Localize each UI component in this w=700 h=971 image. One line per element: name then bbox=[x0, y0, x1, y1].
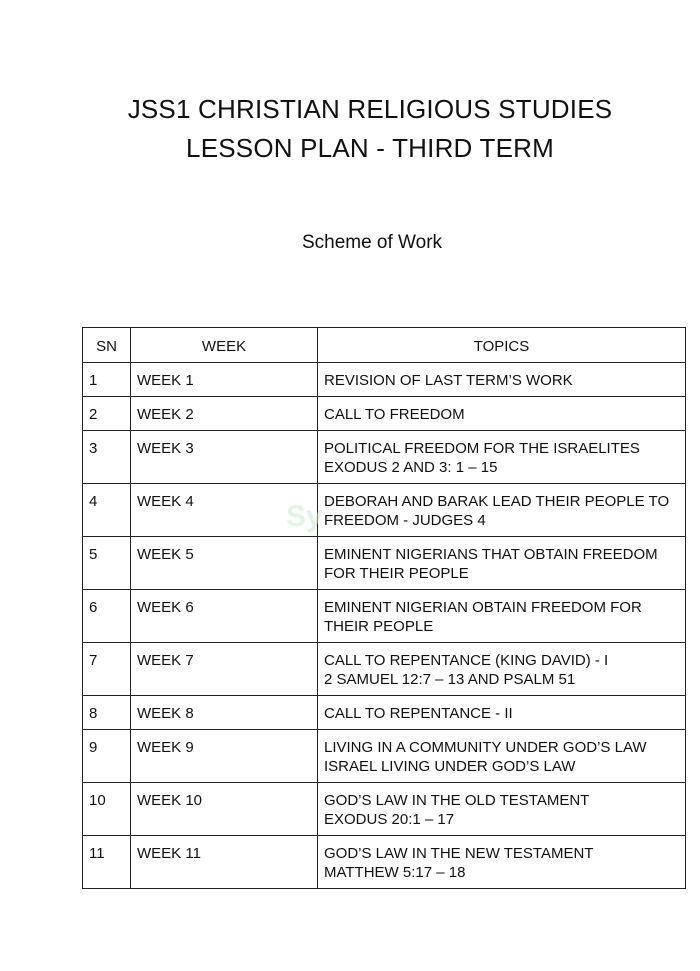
cell-topic bbox=[318, 537, 686, 590]
table-row bbox=[83, 431, 686, 484]
topic-line: POLITICAL FREEDOM FOR THE ISRAELITES bbox=[324, 440, 640, 457]
table-row bbox=[83, 643, 686, 696]
topic-line: DEBORAH AND BARAK LEAD THEIR PEOPLE TO bbox=[324, 493, 670, 510]
table-row bbox=[83, 590, 686, 643]
cell-week: WEEK 3 bbox=[131, 431, 318, 484]
title-line-2: LESSON PLAN - THIRD TERM bbox=[186, 133, 554, 163]
table-row bbox=[83, 696, 686, 730]
scheme-of-work-table bbox=[82, 327, 686, 889]
cell-topic bbox=[318, 431, 686, 484]
topic-line: GOD’S LAW IN THE OLD TESTAMENT bbox=[324, 792, 590, 809]
cell-week: WEEK 1 bbox=[131, 363, 318, 397]
cell-week: WEEK 11 bbox=[131, 836, 318, 889]
cell-topic bbox=[318, 696, 686, 730]
table-body bbox=[83, 363, 686, 889]
cell-topic bbox=[318, 363, 686, 397]
cell-topic bbox=[318, 590, 686, 643]
cell-topic bbox=[318, 397, 686, 431]
cell-week: WEEK 8 bbox=[131, 696, 318, 730]
cell-sn: 10 bbox=[83, 783, 131, 836]
document-title bbox=[0, 90, 700, 168]
cell-topic bbox=[318, 643, 686, 696]
cell-week: WEEK 10 bbox=[131, 783, 318, 836]
topic-line: LIVING IN A COMMUNITY UNDER GOD’S LAW bbox=[324, 739, 647, 756]
topic-line: EMINENT NIGERIAN OBTAIN FREEDOM FOR bbox=[324, 599, 642, 616]
table-row bbox=[83, 537, 686, 590]
table-header-row bbox=[83, 328, 686, 363]
table-row bbox=[83, 484, 686, 537]
document-subtitle: Scheme of Work bbox=[301, 232, 443, 253]
cell-sn: 1 bbox=[83, 363, 131, 397]
table-row bbox=[83, 783, 686, 836]
topic-line: EXODUS 2 AND 3: 1 – 15 bbox=[324, 459, 498, 476]
cell-week: WEEK 9 bbox=[131, 730, 318, 783]
cell-week: WEEK 2 bbox=[131, 397, 318, 431]
cell-sn: 3 bbox=[83, 431, 131, 484]
header-topics: TOPICS bbox=[318, 328, 686, 363]
topic-line: GOD’S LAW IN THE NEW TESTAMENT bbox=[324, 845, 594, 862]
topic-line: EMINENT NIGERIANS THAT OBTAIN FREEDOM bbox=[324, 546, 658, 563]
title-line-1: JSS1 CHRISTIAN RELIGIOUS STUDIES bbox=[127, 94, 613, 124]
table-row bbox=[83, 836, 686, 889]
table-row bbox=[83, 363, 686, 397]
cell-sn: 6 bbox=[83, 590, 131, 643]
cell-week: WEEK 7 bbox=[131, 643, 318, 696]
watermark-logo: Sy bbox=[286, 500, 323, 533]
table-row bbox=[83, 730, 686, 783]
cell-week: WEEK 4 bbox=[131, 484, 318, 537]
topic-line: 2 SAMUEL 12:7 – 13 AND PSALM 51 bbox=[324, 671, 576, 688]
cell-topic bbox=[318, 484, 686, 537]
topic-line: FREEDOM - JUDGES 4 bbox=[324, 512, 486, 529]
cell-sn: 2 bbox=[83, 397, 131, 431]
cell-sn: 8 bbox=[83, 696, 131, 730]
topic-line: ISRAEL LIVING UNDER GOD’S LAW bbox=[324, 758, 576, 775]
cell-week: WEEK 5 bbox=[131, 537, 318, 590]
cell-topic bbox=[318, 783, 686, 836]
header-week: WEEK bbox=[131, 328, 318, 363]
cell-week: WEEK 6 bbox=[131, 590, 318, 643]
topic-line: CALL TO REPENTANCE (KING DAVID) - I bbox=[324, 652, 609, 669]
cell-topic bbox=[318, 730, 686, 783]
cell-sn: 5 bbox=[83, 537, 131, 590]
topic-line: THEIR PEOPLE bbox=[324, 618, 434, 635]
topic-line: CALL TO REPENTANCE - II bbox=[324, 705, 513, 722]
cell-sn: 9 bbox=[83, 730, 131, 783]
topic-line: REVISION OF LAST TERM’S WORK bbox=[324, 372, 573, 389]
topic-line: CALL TO FREEDOM bbox=[324, 406, 465, 423]
header-sn: SN bbox=[83, 328, 131, 363]
cell-sn: 7 bbox=[83, 643, 131, 696]
cell-sn: 4 bbox=[83, 484, 131, 537]
topic-line: EXODUS 20:1 – 17 bbox=[324, 811, 455, 828]
cell-sn: 11 bbox=[83, 836, 131, 889]
topic-line: MATTHEW 5:17 – 18 bbox=[324, 864, 466, 881]
topic-line: FOR THEIR PEOPLE bbox=[324, 565, 469, 582]
cell-topic bbox=[318, 836, 686, 889]
table-row bbox=[83, 397, 686, 431]
